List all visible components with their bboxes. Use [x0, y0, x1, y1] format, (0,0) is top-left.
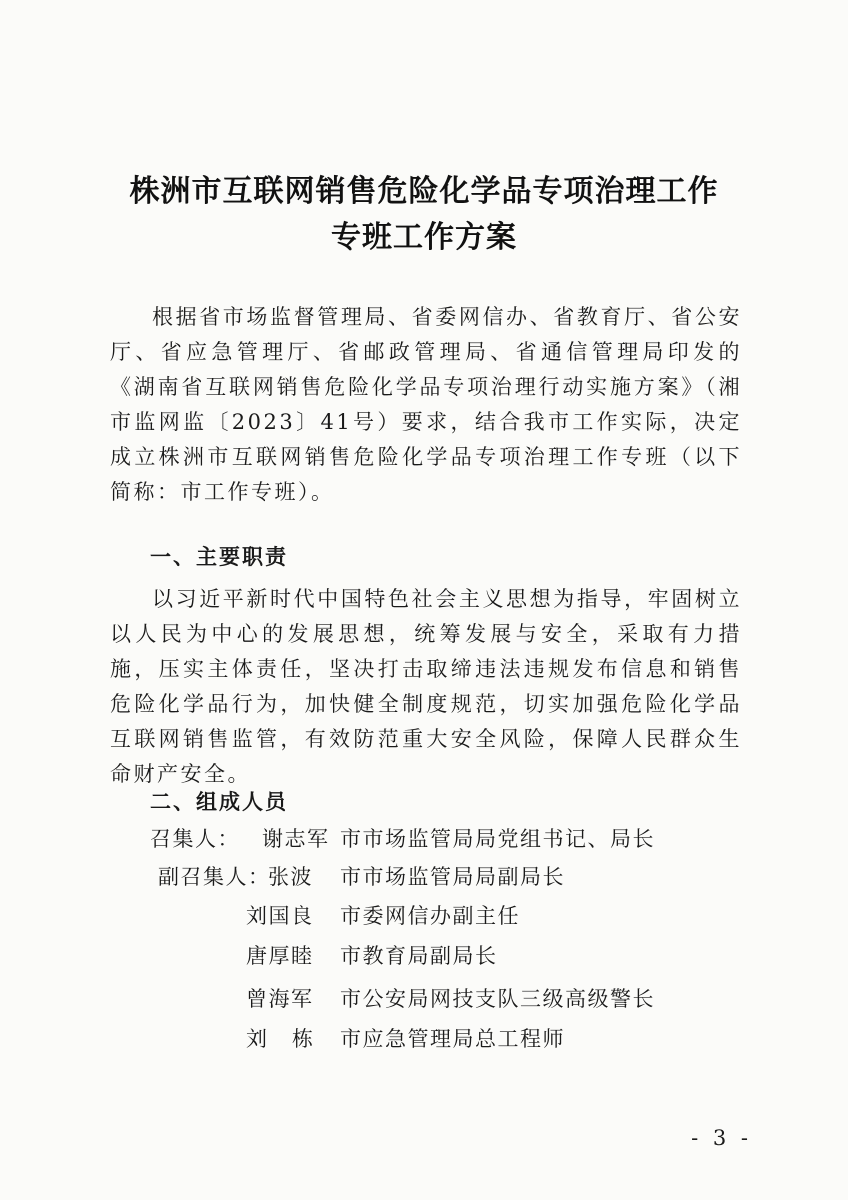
member-row: [0, 861, 848, 891]
document-title-line1: 株洲市互联网销售危险化学品专项治理工作: [129, 174, 719, 209]
section-heading-duties: 一、主要职责: [150, 545, 288, 569]
member-name: 谢志军: [262, 827, 330, 851]
member-row: [0, 1023, 848, 1053]
duties-paragraph: 以习近平新时代中国特色社会主义思想为指导，牢固树立以人民为中心的发展思想，统筹发展与安全，采取有力措施，压实主体责任，坚决打击取缔违法违规发布信息和销售危险化学品行为，加快健全制度规范，切实加强危险化学品互联网销售监管，有效防范重大安全风险，保障人民群众生命财产安全。: [110, 587, 742, 786]
member-name: 刘国良: [246, 904, 314, 928]
section-heading-members: 二、组成人员: [150, 790, 288, 814]
member-role: 副召集人：: [158, 865, 271, 889]
member-position: 市应急管理局总工程师: [340, 1027, 565, 1051]
member-role: 召集人：: [150, 827, 240, 851]
member-name: 刘栋: [246, 1027, 338, 1051]
member-row: [0, 823, 848, 853]
member-name: 曾海军: [246, 987, 314, 1011]
member-row: [0, 900, 848, 930]
member-position: 市委网信办副主任: [340, 904, 520, 928]
intro-paragraph: 根据省市场监督管理局、省委网信办、省教育厅、省公安厅、省应急管理厅、省邮政管理局、省通信管理局印发的《湖南省互联网销售危险化学品专项治理行动实施方案》（湘市监网监〔2023〕41号）要求，结合我市工作实际，决定成立株洲市互联网销售危险化学品专项治理工作专班（以下简称：市工作专班）。: [110, 305, 742, 504]
document-title-line2: 专班工作方案: [331, 220, 517, 255]
page-number: - 3 -: [691, 1126, 752, 1150]
member-name: 唐厚睦: [246, 944, 314, 968]
member-row: [0, 940, 848, 970]
member-position: 市教育局副局长: [340, 944, 498, 968]
member-position: 市公安局网技支队三级高级警长: [340, 987, 655, 1011]
member-position: 市市场监管局局副局长: [340, 865, 565, 889]
member-row: [0, 983, 848, 1013]
member-position: 市市场监管局局党组书记、局长: [340, 827, 655, 851]
member-name: 张波: [268, 865, 313, 889]
